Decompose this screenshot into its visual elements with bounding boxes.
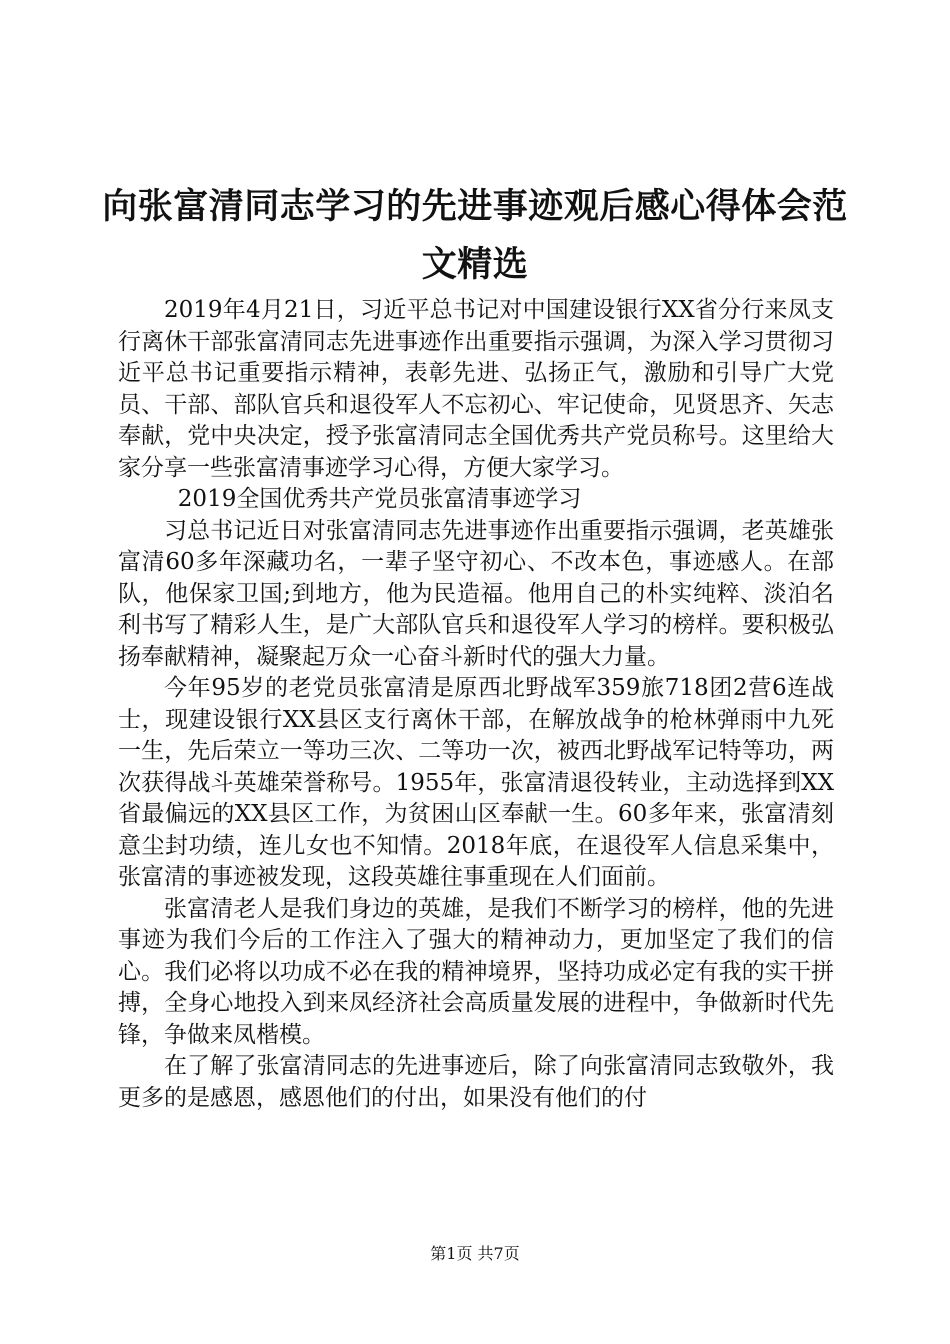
page-footer: 第1页 共7页 [430,1244,520,1263]
paragraph-instruction: 习总书记近日对张富清同志先进事迹作出重要指示强调，老英雄张富清60多年深藏功名，一辈子坚守初心、不改本色，事迹感人。在部队，他保家卫国;到地方，他为民造福。他用自己的朴实纯粹、淡泊名利书写了精彩人生，是广大部队官兵和退役军人学习的榜样。要积极弘扬奉献精神，凝聚起万众一心奋斗新时代的强大力量。 [118,517,834,670]
paragraph-biography: 今年95岁的老党员张富清是原西北野战军359旅718团2营6连战士，现建设银行XX县区支行离休干部，在解放战争的枪林弹雨中九死一生，先后荣立一等功三次、二等功一次，被西北野战军记特等功，两次获得战斗英雄荣誉称号。1955年，张富清退役转业，主动选择到XX省最偏远的XX县区工作，为贫困山区奉献一生。60多年来，张富清刻意尘封功绩，连儿女也不知情。2018年底，在退役军人信息采集中，张富清的事迹被发现，这段英雄往事重现在人们面前。 [118,675,834,890]
paragraph-reflection: 张富清老人是我们身边的英雄，是我们不断学习的榜样，他的先进事迹为我们今后的工作注入了强大的精神动力，更加坚定了我们的信心。我们必将以功成不必在我的精神境界，坚持功成必定有我的实干拼搏，全身心地投入到来凤经济社会高质量发展的进程中，争做新时代先锋，争做来凤楷模。 [118,895,834,1048]
paragraph-subheading: 2019全国优秀共产党员张富清事迹学习 [177,486,582,512]
paragraph-gratitude: 在了解了张富清同志的先进事迹后，除了向张富清同志致敬外，我更多的是感恩，感恩他们的付出，如果没有他们的付 [118,1053,834,1111]
document-title: 向张富清同志学习的先进事迹观后感心得体会范文精选 [102,186,848,285]
paragraph-intro: 2019年4月21日，习近平总书记对中国建设银行XX省分行来凤支行离休干部张富清同志先进事迹作出重要指示强调，为深入学习贯彻习近平总书记重要指示精神，表彰先进、弘扬正气，激励和引导广大党员、干部、部队官兵和退役军人不忘初心、牢记使命，见贤思齐、矢志奉献，党中央决定，授予张富清同志全国优秀共产党员称号。这里给大家分享一些张富清事迹学习心得，方便大家学习。 [118,297,834,481]
document-body [118,295,834,1114]
